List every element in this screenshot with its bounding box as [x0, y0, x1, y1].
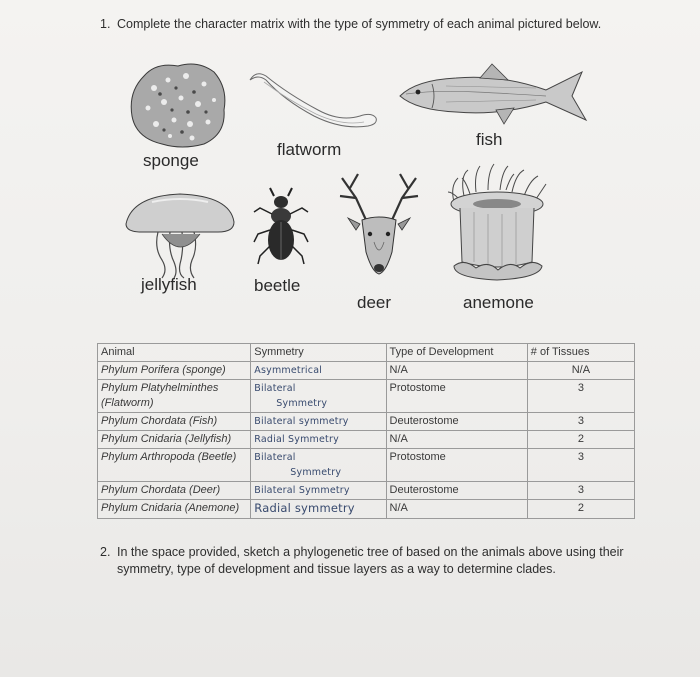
tissues-value: 2: [577, 502, 584, 514]
cell-symmetry: [251, 413, 386, 431]
label-flatworm: flatworm: [277, 140, 342, 159]
cell-symmetry: [251, 380, 386, 413]
handwritten-symmetry-line1: Bilateral: [254, 383, 296, 394]
cell-development: Deuterostome: [386, 413, 527, 431]
cell-tissues: [527, 380, 634, 413]
table-row: [98, 500, 635, 519]
tissues-value: 3: [577, 415, 584, 427]
table-row: [98, 380, 635, 413]
cell-development: N/A: [386, 362, 527, 380]
cell-animal: Phylum Chordata (Fish): [98, 413, 251, 431]
handwritten-symmetry-line1: Bilateral: [254, 452, 296, 463]
cell-animal: Phylum Porifera (sponge): [98, 362, 251, 380]
flatworm-illustration: [244, 70, 384, 140]
question-1-text: Complete the character matrix with the type of symmetry of each animal pictured below.: [117, 17, 602, 31]
handwritten-symmetry-line2: Symmetry: [290, 467, 342, 478]
beetle-illustration: [252, 186, 310, 266]
header-tissues: # of Tissues: [527, 344, 634, 362]
cell-tissues: [527, 431, 634, 449]
sponge-illustration: [126, 58, 232, 150]
tissues-value: 3: [577, 484, 584, 496]
label-deer: deer: [357, 293, 392, 312]
handwritten-symmetry: Radial Symmetry: [254, 434, 339, 445]
cell-development: N/A: [386, 431, 527, 449]
header-symmetry: Symmetry: [251, 344, 386, 362]
deer-illustration: [330, 168, 428, 288]
cell-symmetry: [251, 431, 386, 449]
jellyfish-illustration: [122, 190, 238, 280]
cell-tissues: [527, 449, 634, 482]
label-jellyfish: jellyfish: [141, 275, 197, 294]
question-1-number: 1.: [100, 17, 111, 31]
table-row: [98, 449, 635, 482]
table-header-row: [98, 344, 635, 362]
cell-development: N/A: [386, 500, 527, 519]
header-animal: Animal: [98, 344, 251, 362]
cell-development: Protostome: [386, 380, 527, 413]
cell-tissues: [527, 362, 634, 380]
handwritten-symmetry: Asymmetrical: [254, 365, 323, 376]
tissues-value: N/A: [571, 364, 591, 376]
question-1: [100, 16, 620, 33]
label-beetle: beetle: [254, 276, 301, 295]
question-2: [100, 544, 640, 578]
cell-symmetry: [251, 449, 386, 482]
cell-development: Deuterostome: [386, 482, 527, 500]
cell-animal: Phylum Chordata (Deer): [98, 482, 251, 500]
table-row: [98, 482, 635, 500]
handwritten-symmetry: Bilateral Symmetry: [254, 485, 350, 496]
handwritten-symmetry: Bilateral symmetry: [254, 416, 349, 427]
cell-tissues: [527, 482, 634, 500]
cell-symmetry: [251, 362, 386, 380]
tissues-value: 2: [577, 433, 584, 445]
cell-animal: Phylum Cnidaria (Anemone): [98, 500, 251, 519]
cell-animal: Phylum Platyhelminthes (Flatworm): [98, 380, 251, 413]
cell-animal: Phylum Cnidaria (Jellyfish): [98, 431, 251, 449]
tissues-value: 3: [577, 382, 584, 394]
anemone-illustration: [444, 162, 550, 286]
cell-development: Protostome: [386, 449, 527, 482]
handwritten-symmetry-line2: Symmetry: [276, 398, 328, 409]
cell-tissues: [527, 413, 634, 431]
question-2-number: 2.: [100, 545, 111, 559]
fish-illustration: [396, 60, 592, 130]
question-2-text: In the space provided, sketch a phylogenetic tree of based on the animals above using their symmetry, type of development and tissue layers as a way to determine clades.: [117, 545, 624, 576]
header-development: Type of Development: [386, 344, 527, 362]
character-matrix-table: [97, 343, 635, 519]
cell-symmetry: [251, 500, 386, 519]
cell-tissues: [527, 500, 634, 519]
handwritten-symmetry: Radial symmetry: [254, 501, 355, 515]
table-row: [98, 362, 635, 380]
label-fish: fish: [476, 130, 503, 149]
table-row: [98, 413, 635, 431]
label-anemone: anemone: [463, 293, 534, 312]
label-sponge: sponge: [143, 151, 199, 170]
tissues-value: 3: [577, 451, 584, 463]
table-row: [98, 431, 635, 449]
cell-symmetry: [251, 482, 386, 500]
cell-animal: Phylum Arthropoda (Beetle): [98, 449, 251, 482]
